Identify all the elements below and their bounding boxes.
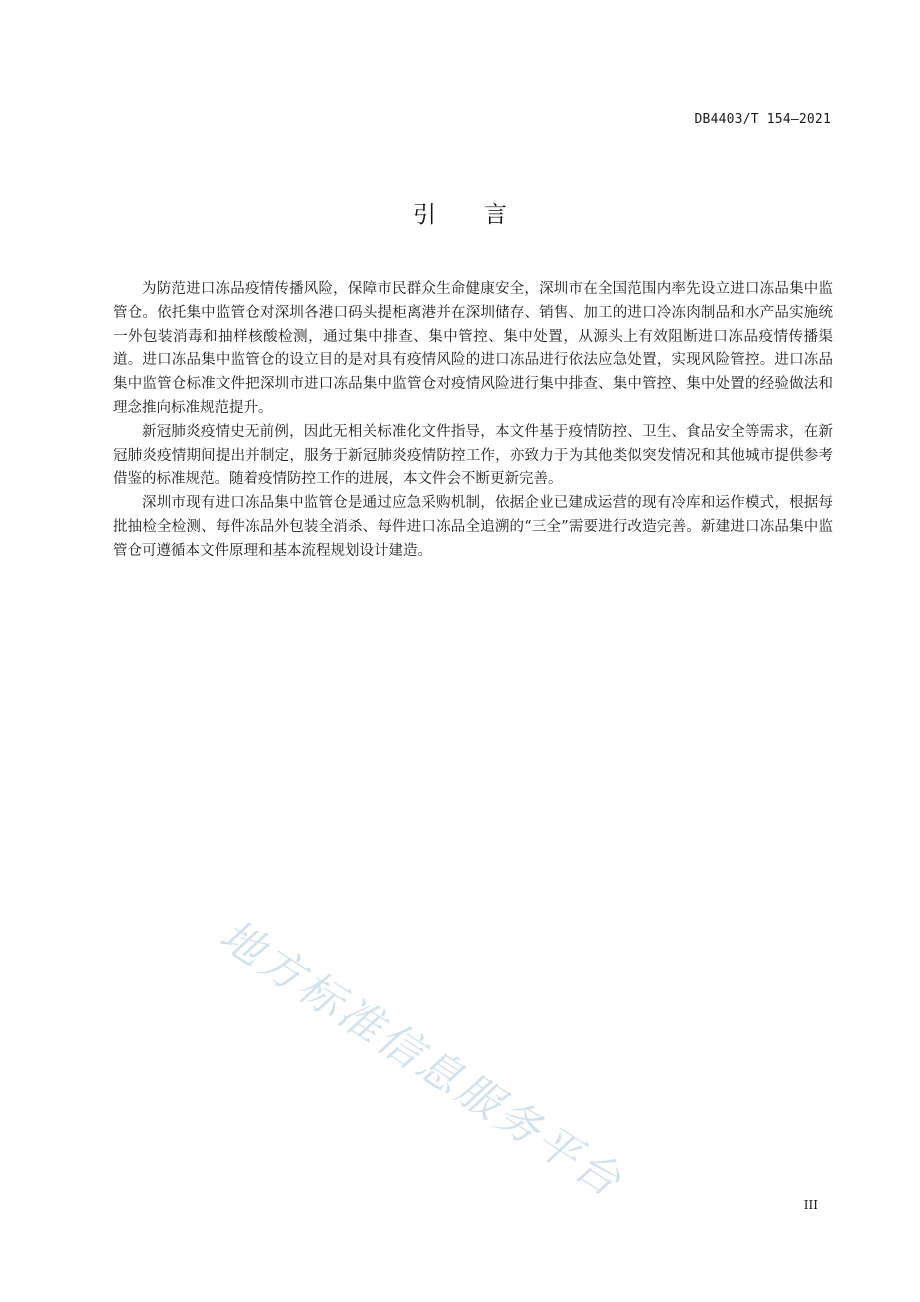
document-code: DB4403/T 154—2021 (694, 112, 831, 127)
section-title: 引言 (413, 202, 555, 228)
page-number: III (803, 1198, 818, 1212)
introduction-body (113, 278, 833, 564)
watermark: 地方标准信息服务平台 (210, 910, 632, 1209)
paragraph-3: 深圳市现有进口冻品集中监管仓是通过应急采购机制，依据企业已建成运营的现有冷库和运作模式，根据每批抽检全检测、每件冻品外包装全消杀、每件进口冻品全追溯的“三全”需要进行改造完善。新建进口冻品集中监管仓可遵循本文件原理和基本流程规划设计建造。 (113, 495, 833, 559)
paragraph-1: 为防范进口冻品疫情传播风险，保障市民群众生命健康安全，深圳市在全国范围内率先设立进口冻品集中监管仓。依托集中监管仓对深圳各港口码头提柜离港并在深圳储存、销售、加工的进口冷冻肉制品和水产品实施统一外包装消毒和抽样核酸检测，通过集中排查、集中管控、集中处置，从源头上有效阻断进口冻品疫情传播渠道。进口冻品集中监管仓的设立目的是对具有疫情风险的进口冻品进行依法应急处置，实现风险管控。进口冻品集中监管仓标准文件把深圳市进口冻品集中监管仓对疫情风险进行集中排查、集中管控、集中处置的经验做法和理念推向标准规范提升。 (113, 281, 833, 416)
paragraph-2: 新冠肺炎疫情史无前例，因此无相关标准化文件指导，本文件基于疫情防控、卫生、食品安全等需求，在新冠肺炎疫情期间提出并制定，服务于新冠肺炎疫情防控工作，亦致力于为其他类似突发情况和其他城市提供参考借鉴的标准规范。随着疫情防控工作的进展，本文件会不断更新完善。 (113, 423, 833, 488)
